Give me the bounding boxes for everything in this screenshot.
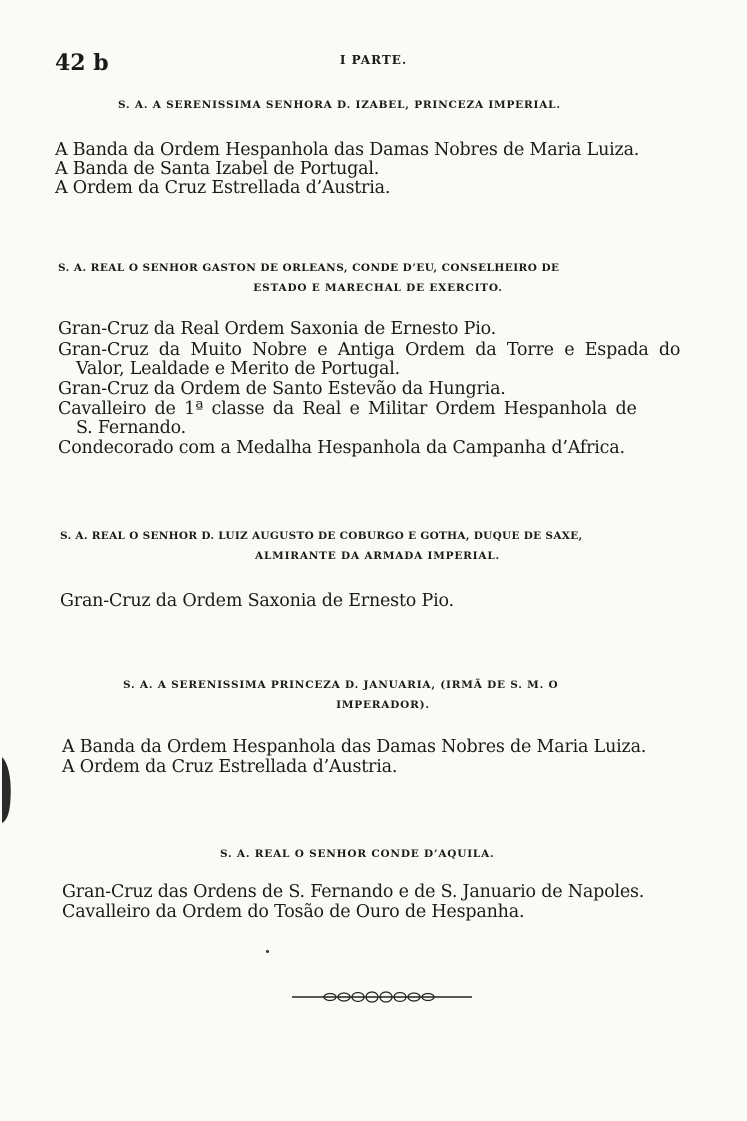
heading-line: S. A. A SERENISSIMA PRINCEZA D. JANUARIA, (IRMÃ DE S. M. O: [123, 679, 559, 691]
list-item: Condecorado com a Medalha Hespanhola da Campanha d’Africa.: [58, 438, 625, 458]
running-title: I PARTE.: [339, 53, 408, 67]
binding-edge-icon: [0, 755, 14, 825]
heading-line: S. A. A SERENISSIMA SENHORA D. IZABEL, PRINCEZA IMPERIAL.: [118, 99, 561, 111]
section-heading: [58, 260, 698, 296]
list-item: Gran-Cruz da Ordem Saxonia de Ernesto Pio.: [60, 591, 454, 611]
list-item: Gran-Cruz da Muito Nobre e Antiga Ordem da Torre e Espada do: [58, 340, 681, 360]
list-item: A Banda da Ordem Hespanhola das Damas Nobres de Maria Luiza.: [55, 140, 640, 160]
list-item: A Banda da Ordem Hespanhola das Damas Nobres de Maria Luiza.: [62, 737, 647, 757]
ink-speck-icon: [266, 950, 269, 953]
list-item: A Ordem da Cruz Estrellada d’Austria.: [55, 178, 391, 198]
list-item: Gran-Cruz das Ordens de S. Fernando e de S. Januario de Napoles.: [62, 882, 645, 902]
heading-line: S. A. REAL O SENHOR D. LUIZ AUGUSTO DE COBURGO E GOTHA, DUQUE DE SAXE,: [60, 530, 583, 542]
heading-line: ESTADO E MARECHAL DE EXERCITO.: [253, 282, 503, 294]
page-number: 42 b: [55, 50, 109, 76]
list-item: Gran-Cruz da Ordem de Santo Estevão da Hungria.: [58, 379, 506, 399]
list-item: Cavalleiro da Ordem do Tosão de Ouro de Hespanha.: [62, 902, 525, 922]
section-heading: [118, 97, 638, 113]
heading-line: S. A. REAL O SENHOR GASTON DE ORLEANS, CONDE D’EU, CONSELHEIRO DE: [58, 262, 560, 274]
list-item: S. Fernando.: [76, 418, 186, 438]
heading-line: S. A. REAL O SENHOR CONDE D’AQUILA.: [220, 848, 495, 860]
section-heading: [123, 677, 643, 713]
heading-line: IMPERADOR).: [336, 699, 430, 711]
list-item: Gran-Cruz da Real Ordem Saxonia de Ernesto Pio.: [58, 319, 496, 339]
list-item: Cavalleiro de 1ª classe da Real e Militar Ordem Hespanhola de: [58, 399, 637, 419]
heading-line: ALMIRANTE DA ARMADA IMPERIAL.: [255, 550, 500, 562]
section-heading: [60, 528, 695, 564]
list-item: A Banda de Santa Izabel de Portugal.: [55, 159, 380, 179]
ornament-divider-icon: [292, 990, 472, 1004]
list-item: Valor, Lealdade e Merito de Portugal.: [76, 359, 401, 379]
section-heading: [220, 846, 620, 862]
list-item: A Ordem da Cruz Estrellada d’Austria.: [62, 757, 398, 777]
